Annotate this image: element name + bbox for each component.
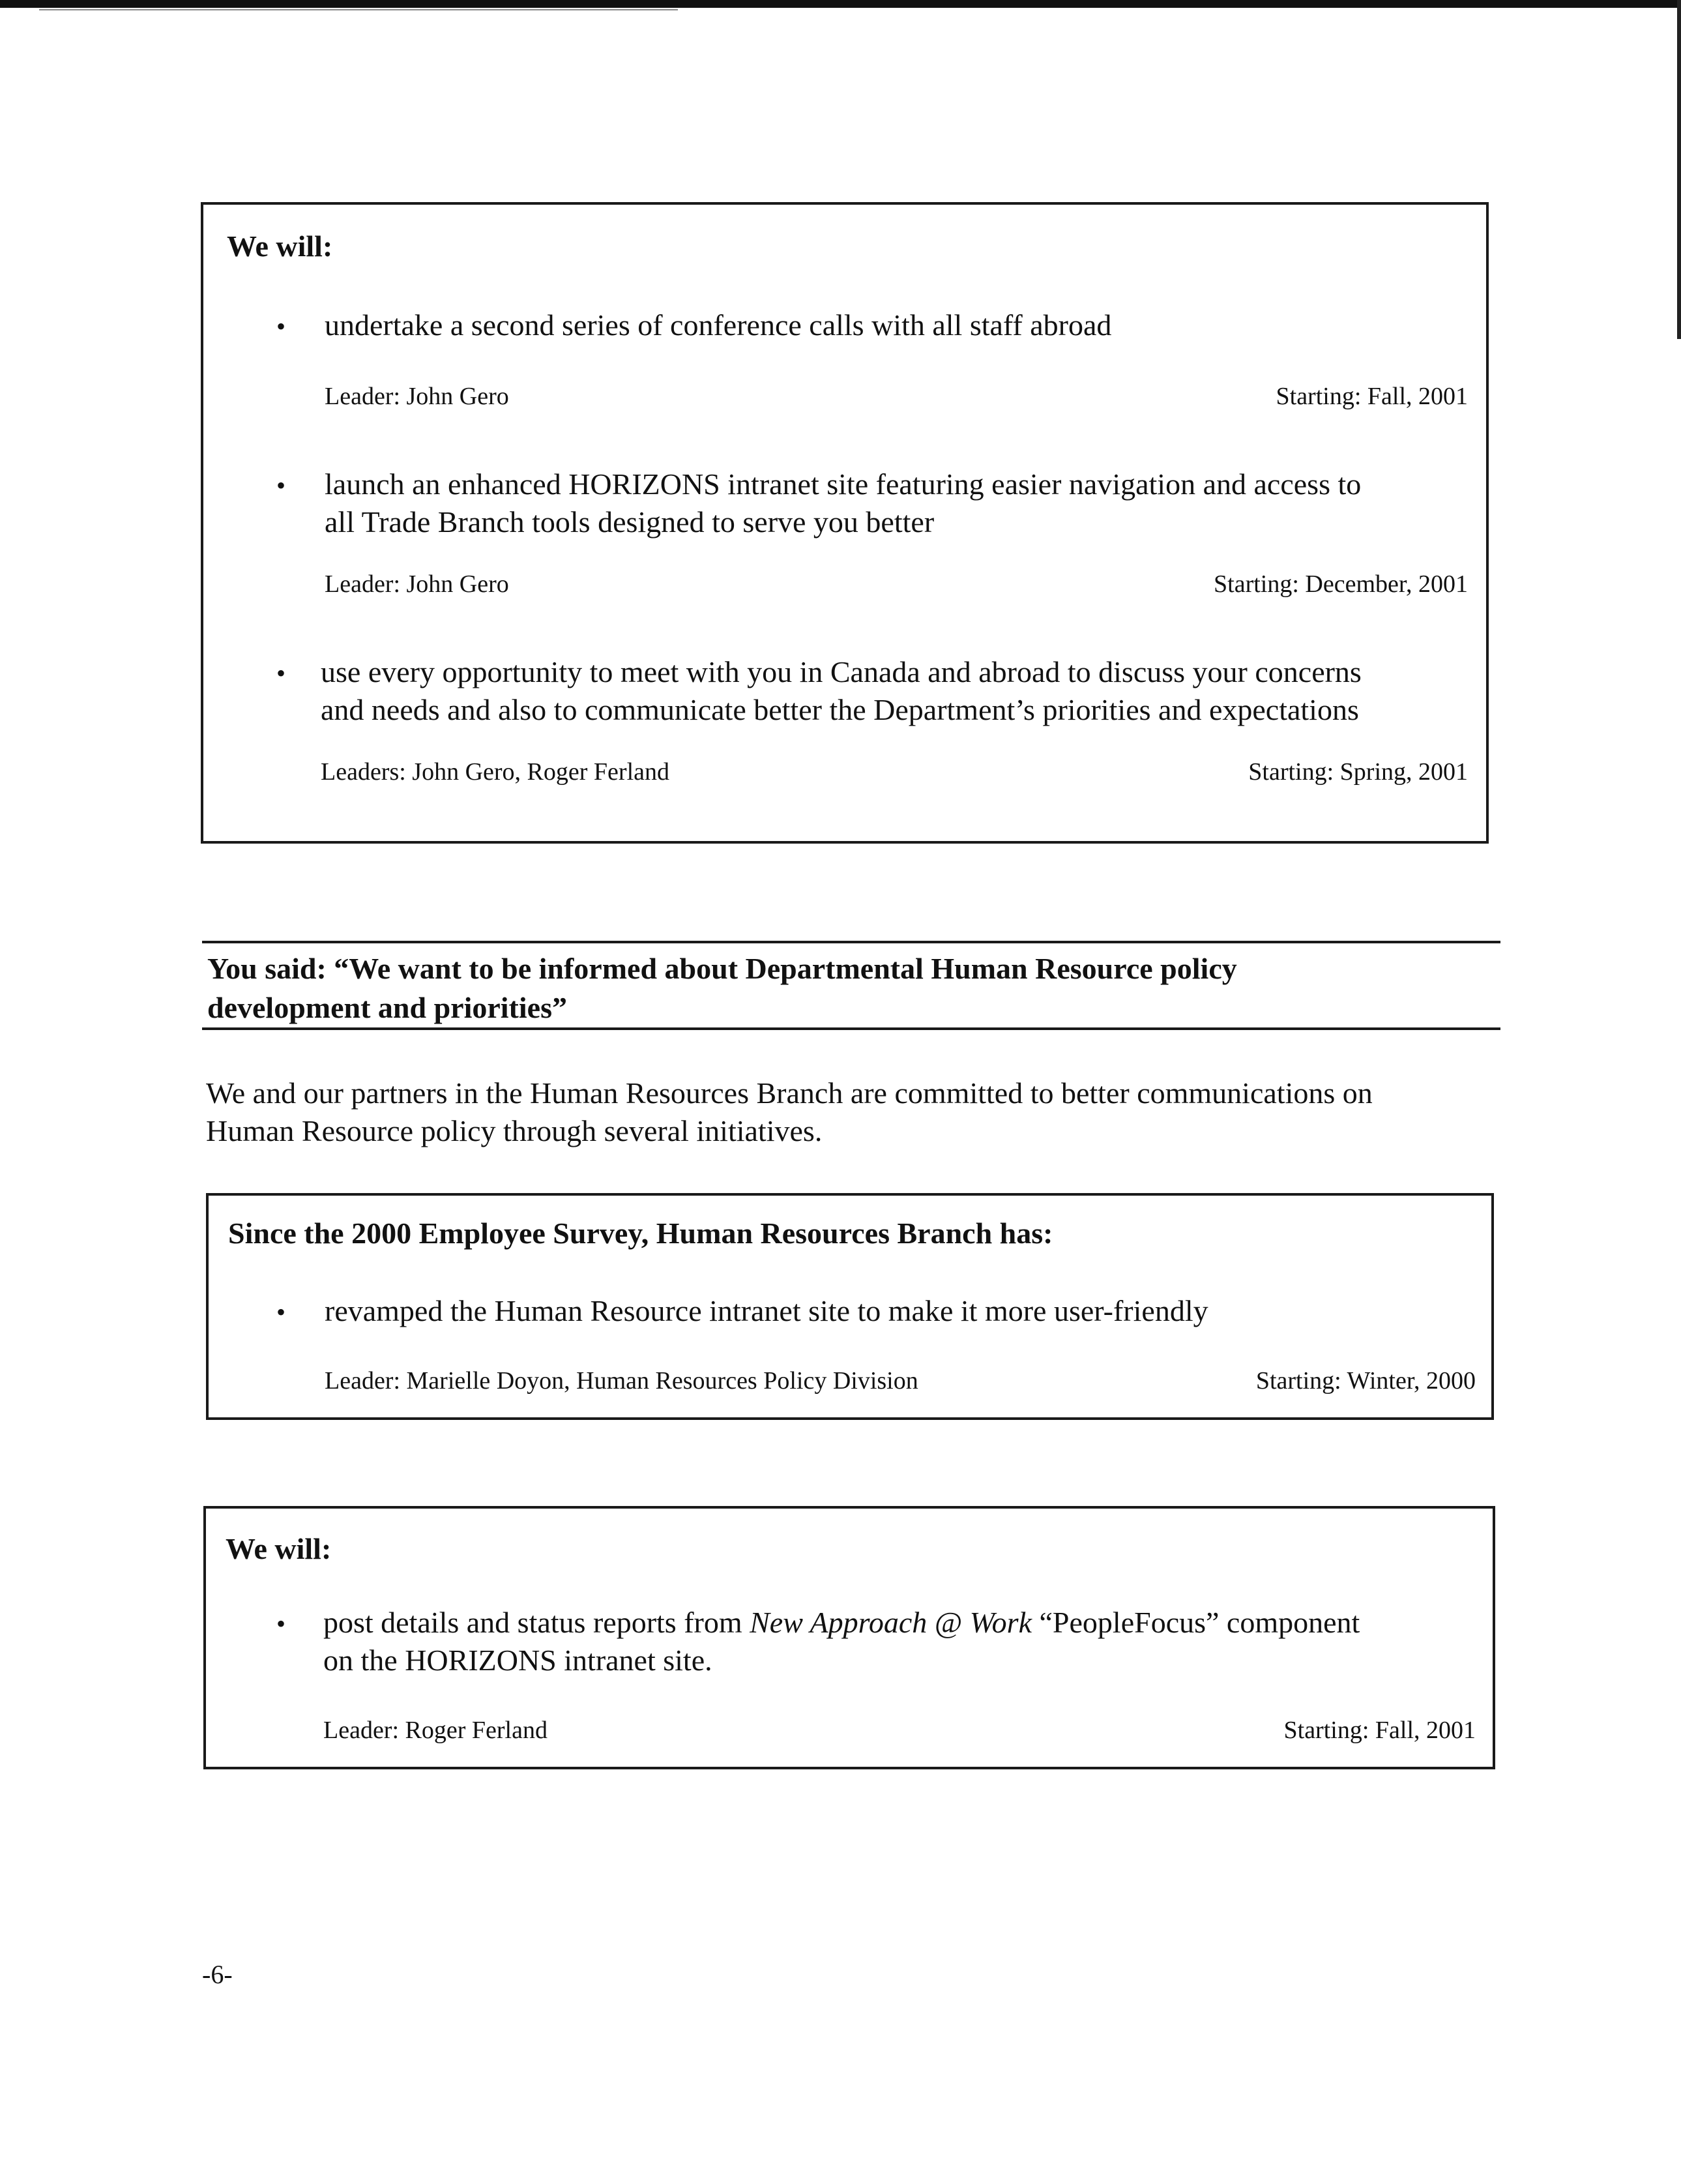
bullet-text-line2: all Trade Branch tools designed to serve you better — [325, 505, 935, 539]
section-heading-line1: You said: “We want to be informed about Departmental Human Resource policy — [207, 952, 1237, 985]
section-heading-line2: development and priorities” — [207, 991, 567, 1024]
box-title: We will: — [227, 229, 333, 263]
page-number: -6- — [202, 1960, 233, 1989]
section-heading — [207, 949, 1237, 1027]
intro-paragraph — [206, 1074, 1373, 1150]
box-title: Since the 2000 Employee Survey, Human Resources Branch has: — [228, 1217, 1053, 1250]
leader-label: Leaders: John Gero, Roger Ferland — [321, 758, 670, 786]
bullet-text — [325, 465, 1361, 541]
heading-rule-top — [202, 941, 1500, 943]
intro-paragraph-line1: We and our partners in the Human Resources Branch are committed to better communications on — [206, 1076, 1373, 1110]
box-title: We will: — [226, 1532, 332, 1565]
leader-label: Leader: John Gero — [325, 570, 509, 598]
leader-label: Leader: Roger Ferland — [323, 1717, 548, 1744]
bullet-text-line1: use every opportunity to meet with you in Canada and abroad to discuss your concerns — [321, 655, 1362, 688]
intro-paragraph-line2: Human Resource policy through several initiatives. — [206, 1114, 823, 1147]
leader-label: Leader: Marielle Doyon, Human Resources Policy Division — [325, 1367, 918, 1395]
starting-label: Starting: Fall, 2001 — [1283, 1717, 1476, 1744]
heading-rule-bottom — [202, 1027, 1500, 1030]
bullet: • — [276, 312, 286, 341]
bullet-text — [323, 1604, 1360, 1679]
bullet-text-line2: on the HORIZONS intranet site. — [323, 1644, 712, 1677]
leader-label: Leader: John Gero — [325, 383, 509, 410]
we-will-box-1 — [201, 202, 1489, 844]
bullet: • — [276, 1297, 286, 1327]
starting-label: Starting: Fall, 2001 — [1276, 383, 1468, 410]
bullet-text-line2: and needs and also to communicate better the Department’s priorities and expectations — [321, 693, 1359, 726]
scan-edge-right — [1677, 0, 1681, 339]
bullet-text-line1 — [323, 1604, 1360, 1642]
scan-edge-top — [0, 0, 1681, 8]
we-will-box-2 — [203, 1506, 1495, 1769]
bullet: • — [276, 471, 286, 500]
bullet-text — [321, 653, 1362, 729]
text-suffix: “PeopleFocus” component — [1032, 1606, 1360, 1639]
program-name: New Approach @ Work — [750, 1606, 1032, 1639]
text-prefix: post details and status reports from — [323, 1606, 750, 1639]
starting-label: Starting: Winter, 2000 — [1255, 1367, 1476, 1395]
bullet-text: undertake a second series of conference calls with all staff abroad — [325, 308, 1112, 342]
since-survey-box — [206, 1193, 1494, 1420]
bullet: • — [276, 1609, 286, 1638]
bullet-text-line1: launch an enhanced HORIZONS intranet site featuring easier navigation and access to — [325, 467, 1362, 501]
bullet-text: revamped the Human Resource intranet site to make it more user-friendly — [325, 1294, 1208, 1327]
starting-label: Starting: December, 2001 — [1214, 570, 1468, 598]
scan-edge-top-thin — [39, 9, 678, 10]
starting-label: Starting: Spring, 2001 — [1248, 758, 1468, 786]
bullet: • — [276, 658, 286, 688]
